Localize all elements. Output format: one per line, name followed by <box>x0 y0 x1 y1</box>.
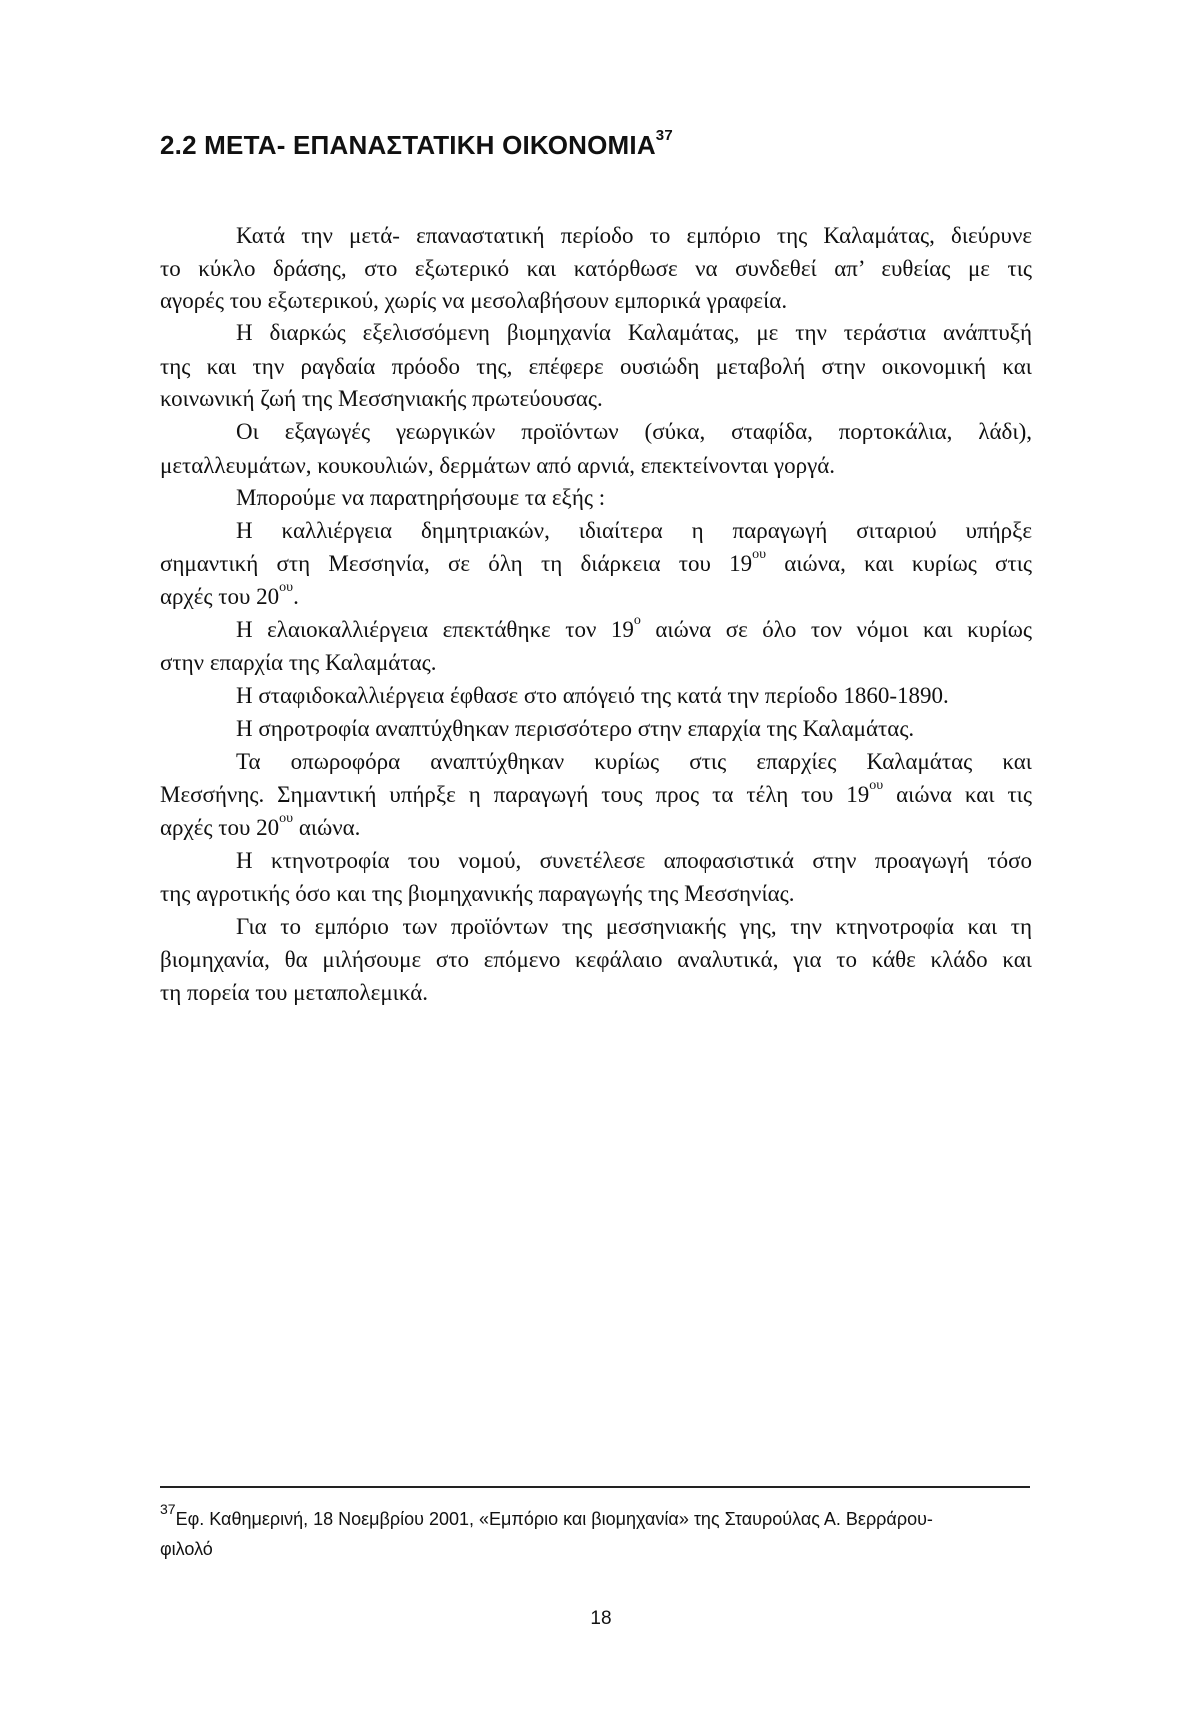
text-line: Η σταφιδοκαλλιέργεια έφθασε στο απόγειό της κατά την περίοδο 1860-1890. <box>236 683 949 708</box>
text-line: της αγροτικής όσο και της βιομηχανικής παραγωγής της Μεσσηνίας. <box>160 881 795 906</box>
section-heading <box>160 127 673 161</box>
footnote-separator <box>160 1486 1030 1488</box>
text-line: το κύκλο δράσης, στο εξωτερικό και κατόρθωσε να συνδεθεί απ’ ευθείας με τις <box>160 256 1032 281</box>
text-line <box>160 811 1032 842</box>
text-line: αγορές του εξωτερικού, χωρίς να μεσολαβήσουν εμπορικά γραφεία. <box>160 288 788 313</box>
text-line: στην επαρχία της Καλαμάτας. <box>160 650 437 675</box>
superscript: ου <box>869 778 884 794</box>
text-line: τη πορεία του μεταπολεμικά. <box>160 980 429 1005</box>
superscript: ου <box>279 580 294 596</box>
footnote-ref: 37 <box>160 1501 176 1517</box>
superscript: ο <box>633 613 641 629</box>
text-line: Η καλλιέργεια δημητριακών, ιδιαίτερα η παραγωγή σιταριού υπήρξε <box>236 518 1032 543</box>
footnote <box>160 1501 1030 1531</box>
text-segment: αιώνα σε όλο τον νόμοι και κυρίως <box>640 617 1032 642</box>
text-line <box>160 580 1032 611</box>
text-segment: αιώνα και τις <box>883 782 1032 807</box>
heading-text: 2.2 ΜΕΤΑ- ΕΠΑΝΑΣΤΑΤΙΚΗ ΟΙΚΟΝΟΜΙΑ <box>160 130 656 160</box>
text-line: Η κτηνοτροφία του νομού, συνετέλεσε αποφασιστικά στην προαγωγή τόσο <box>236 848 1032 873</box>
text-line: βιομηχανία, θα μιλήσουμε στο επόμενο κεφάλαιο αναλυτικά, για το κάθε κλάδο και <box>160 947 1032 972</box>
text-segment: σημαντική στη Μεσσηνία, σε όλη τη διάρκεια του 19 <box>160 551 753 576</box>
text-line: Για το εμπόριο των προϊόντων της μεσσηνιακής γης, την κτηνοτροφία και τη <box>236 914 1032 939</box>
footnote-text: Εφ. Καθημερινή, 18 Νοεμβρίου 2001, «Εμπόριο και βιομηχανία» της Σταυρούλας Α. Βερράρου- <box>175 1509 933 1529</box>
text-line: Κατά την μετά- επαναστατική περίοδο το εμπόριο της Καλαμάτας, διεύρυνε <box>236 223 1032 248</box>
text-line: μεταλλευμάτων, κουκουλιών, δερμάτων από αρνιά, επεκτείνονται γοργά. <box>160 453 836 478</box>
text-line: Η διαρκώς εξελισσόμενη βιομηχανία Καλαμάτας, με την τεράστια ανάπτυξή <box>236 320 1032 345</box>
text-line <box>160 778 1032 809</box>
text-line <box>160 613 1032 644</box>
heading-footnote-ref: 37 <box>655 127 673 145</box>
text-segment: Μεσσήνης. Σημαντική υπήρξε η παραγωγή τους προς τα τέλη του 19 <box>160 782 870 807</box>
superscript: ου <box>752 547 767 563</box>
text-segment: Η ελαιοκαλλιέργεια επεκτάθηκε τον 19 <box>236 617 634 642</box>
text-line: κοινωνική ζωή της Μεσσηνιακής πρωτεύουσας. <box>160 386 603 411</box>
text-line: Οι εξαγωγές γεωργικών προϊόντων (σύκα, σταφίδα, πορτοκάλια, λάδι), <box>236 419 1032 444</box>
text-segment: . <box>293 584 299 609</box>
footnote-continuation: φιλολό <box>160 1539 213 1559</box>
superscript: ου <box>279 811 294 827</box>
text-line <box>160 547 1032 578</box>
text-segment: αρχές του 20 <box>160 584 280 609</box>
text-line: Η σηροτροφία αναπτύχθηκαν περισσότερο στην επαρχία της Καλαμάτας. <box>236 716 915 741</box>
text-line: Μπορούμε να παρατηρήσουμε τα εξής : <box>236 485 606 510</box>
text-segment: αιώνα. <box>293 815 361 840</box>
text-line: Τα οπωροφόρα αναπτύχθηκαν κυρίως στις επαρχίες Καλαμάτας και <box>236 749 1032 774</box>
page-number: 18 <box>590 1608 612 1629</box>
text-segment: αρχές του 20 <box>160 815 280 840</box>
text-segment: αιώνα, και κυρίως στις <box>766 551 1032 576</box>
text-line: της και την ραγδαία πρόοδο της, επέφερε ουσιώδη μεταβολή στην οικονομική και <box>160 354 1032 379</box>
